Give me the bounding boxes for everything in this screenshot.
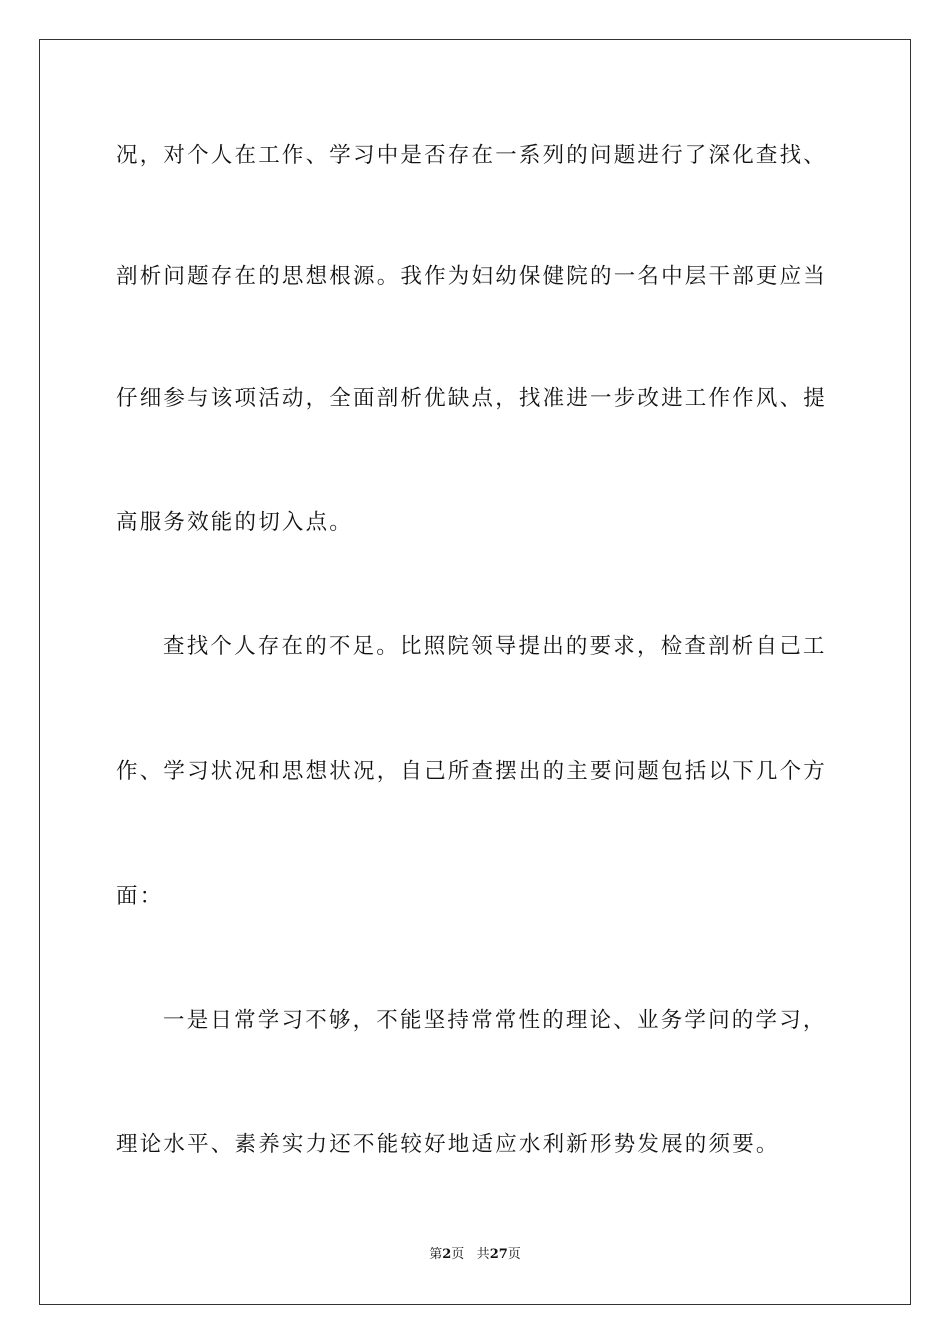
paragraph-line: 况，对个人在工作、学习中是否存在一系列的问题进行了深化查找、: [116, 143, 828, 168]
page-number: 2: [442, 1247, 452, 1262]
page-prefix: 第: [429, 1247, 443, 1262]
paragraph-line: 仔细参与该项活动，全面剖析优缺点，找准进一步改进工作作风、提: [116, 386, 828, 411]
page-suffix: 页: [451, 1247, 465, 1262]
total-suffix: 页: [507, 1247, 521, 1262]
total-prefix: 共: [476, 1247, 490, 1262]
paragraph-line: 理论水平、素养实力还不能较好地适应水利新形势发展的须要。: [116, 1132, 780, 1157]
paragraph-line: 剖析问题存在的思想根源。我作为妇幼保健院的一名中层干部更应当: [116, 264, 828, 289]
paragraph-line: 一是日常学习不够，不能坚持常常性的理论、业务学问的学习，: [163, 1008, 827, 1033]
page-border: [39, 39, 911, 1305]
page-footer: [0, 1246, 950, 1264]
paragraph-line: 面：: [116, 884, 164, 909]
paragraph-line: 查找个人存在的不足。比照院领导提出的要求，检查剖析自己工: [163, 634, 827, 659]
paragraph-line: 高服务效能的切入点。: [116, 510, 354, 535]
paragraph-line: 作、学习状况和思想状况，自己所查摆出的主要问题包括以下几个方: [116, 759, 828, 784]
total-pages: 27: [489, 1247, 508, 1262]
